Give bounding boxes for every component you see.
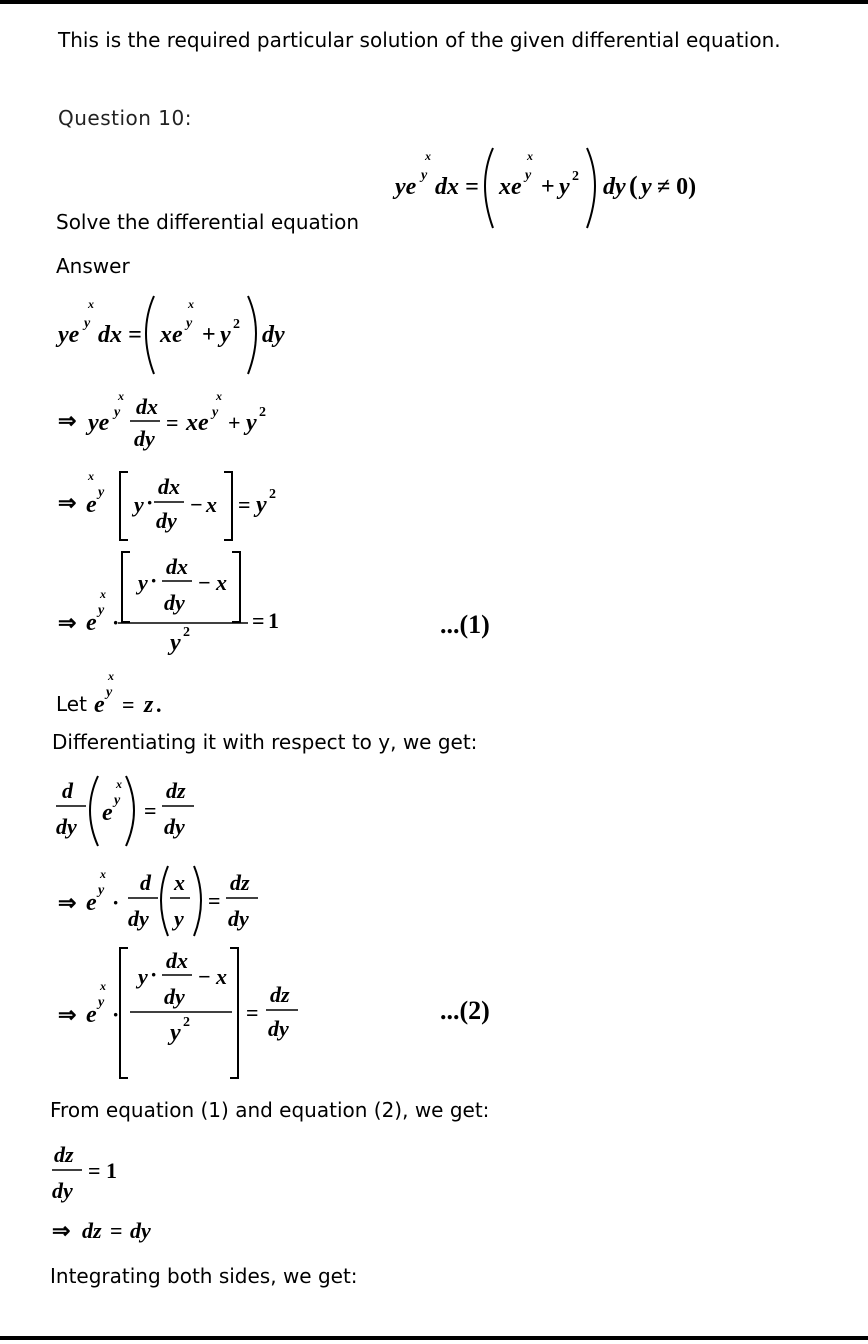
svg-text:x: x [88,297,94,311]
svg-text:dz: dz [270,982,290,1007]
svg-text:y: y [98,485,105,500]
svg-text:=: = [166,410,179,435]
svg-text:x: x [216,570,227,595]
svg-text:·: · [146,490,154,515]
svg-text:xe: xe [499,174,522,200]
svg-text:=: = [208,888,221,913]
svg-text:=: = [122,692,135,717]
svg-text:·: · [150,568,158,593]
svg-text:−: − [198,570,211,595]
svg-text:(: ( [629,171,638,200]
svg-text:xe: xe [186,410,209,436]
svg-text:x: x [216,389,222,403]
svg-text:2: 2 [233,317,240,332]
svg-text:y: y [98,995,105,1010]
svg-text:2: 2 [572,169,579,184]
svg-text:z: z [144,692,154,718]
svg-text:dz: dz [82,1218,102,1243]
svg-text:e: e [86,610,97,636]
svg-text:y: y [186,316,193,331]
svg-text:2: 2 [269,487,276,502]
svg-text:+: + [202,322,216,348]
svg-text:2: 2 [183,625,190,640]
svg-text:d: d [62,778,73,803]
svg-text:+: + [228,410,241,435]
svg-text:⇒: ⇒ [58,490,77,515]
svg-text:x: x [188,297,194,311]
svg-text:y: y [174,906,184,931]
svg-text:y: y [212,405,219,420]
svg-text:dy: dy [228,906,249,931]
svg-text:1: 1 [268,608,279,633]
svg-text:x: x [100,867,106,881]
svg-text:y: y [220,322,231,348]
svg-text:.: . [156,692,162,717]
svg-text:dy: dy [164,590,185,615]
svg-text:y: y [114,793,121,808]
svg-text:dx: dx [166,554,188,579]
svg-text:x: x [116,777,122,791]
given-equation [395,142,725,234]
svg-text:·: · [150,962,158,987]
from-equations-text: From equation (1) and equation (2), we get: [50,1098,490,1122]
svg-text:e: e [94,692,105,718]
svg-text:dy: dy [52,1178,73,1203]
svg-text:⇒: ⇒ [58,610,77,635]
svg-text:dy: dy [156,508,177,533]
svg-text:=: = [88,1158,101,1183]
svg-text:·: · [112,890,120,915]
svg-text:dy: dy [603,174,626,200]
svg-text:y: y [98,603,105,618]
svg-text:⇒: ⇒ [58,1002,77,1027]
svg-text:dy: dy [164,814,185,839]
equation-label-2: ...(2) [440,996,490,1025]
svg-text:y: y [559,174,570,200]
svg-text:xe: xe [160,322,183,348]
question-heading: Question 10: [58,106,192,130]
equation-derivative [54,772,254,852]
svg-text:y: y [256,492,267,518]
let-equation [92,668,212,718]
top-rule [0,0,868,4]
svg-text:ye: ye [395,174,417,200]
svg-text:dy: dy [134,426,155,451]
svg-text:y: y [170,1020,181,1046]
svg-text:·: · [112,610,120,635]
svg-text:dz: dz [230,870,250,895]
let-prefix: Let [56,692,87,716]
svg-text:2: 2 [259,405,266,420]
svg-text:=: = [252,608,265,633]
svg-text:y: y [114,405,121,420]
svg-text:dy: dy [130,1218,151,1243]
svg-text:+: + [541,174,555,200]
svg-text:dz: dz [166,778,186,803]
svg-text:dx: dx [158,474,180,499]
svg-text:⇒: ⇒ [52,1218,71,1243]
svg-text:x: x [206,492,217,517]
svg-text:dy: dy [128,906,149,931]
equation-step-2 [58,388,318,462]
svg-text:y: y [170,630,181,656]
svg-text:dy: dy [56,814,77,839]
svg-text:ye: ye [88,410,110,436]
svg-text:e: e [86,1002,97,1028]
svg-text:−: − [190,492,203,517]
svg-text:y: y [138,570,148,595]
svg-text:=: = [110,1218,123,1243]
svg-text:dy: dy [164,984,185,1009]
equation-step-6 [52,1138,172,1210]
answer-label: Answer [56,254,130,278]
svg-text:x: x [118,389,124,403]
svg-text:e: e [86,492,97,518]
equation-step-7 [52,1212,212,1248]
svg-text:dx =: dx = [435,174,479,200]
svg-text:x: x [216,964,227,989]
equation-step-3 [58,466,318,546]
svg-text:x: x [174,870,185,895]
equation-chain-rule [58,862,288,942]
svg-text:x: x [100,587,106,601]
svg-text:ye: ye [58,322,80,348]
equation-step-5 [58,944,318,1084]
svg-text:dx =: dx = [98,322,142,348]
svg-text:=: = [144,798,157,823]
svg-text:⇒: ⇒ [58,408,77,433]
svg-text:≠ 0): ≠ 0) [657,174,697,200]
intro-text: This is the required particular solution of the given differential equation. [58,28,781,52]
svg-text:e: e [102,800,113,826]
integrating-text: Integrating both sides, we get: [50,1264,358,1288]
svg-text:dz: dz [54,1142,74,1167]
svg-text:⇒: ⇒ [58,890,77,915]
svg-text:y: y [246,410,257,436]
svg-text:x: x [425,149,431,163]
svg-text:dx: dx [136,394,158,419]
svg-text:y: y [641,174,652,200]
svg-text:x: x [108,669,114,683]
svg-text:y: y [98,883,105,898]
svg-text:dy: dy [262,322,285,348]
svg-text:−: − [198,964,211,989]
svg-text:x: x [100,979,106,993]
svg-text:dx: dx [166,948,188,973]
svg-text:·: · [112,1002,120,1027]
svg-text:2: 2 [183,1015,190,1030]
svg-text:d: d [140,870,151,895]
bottom-rule [0,1336,868,1340]
equation-label-1: ...(1) [440,610,490,639]
svg-text:=: = [246,1000,259,1025]
svg-text:=: = [238,492,251,517]
svg-text:y: y [134,492,144,517]
svg-text:y: y [421,168,428,183]
differentiating-text: Differentiating it with respect to y, we get: [52,730,478,754]
svg-text:1: 1 [106,1158,117,1183]
svg-text:y: y [84,316,91,331]
equation-step-4 [58,550,318,670]
equation-step-1 [58,290,318,380]
svg-text:y: y [525,168,532,183]
svg-text:x: x [527,149,533,163]
svg-text:e: e [86,890,97,916]
svg-text:x: x [88,469,94,483]
prompt-text: Solve the differential equation [56,210,360,234]
svg-text:dy: dy [268,1016,289,1041]
svg-text:y: y [106,685,113,700]
svg-text:y: y [138,964,148,989]
